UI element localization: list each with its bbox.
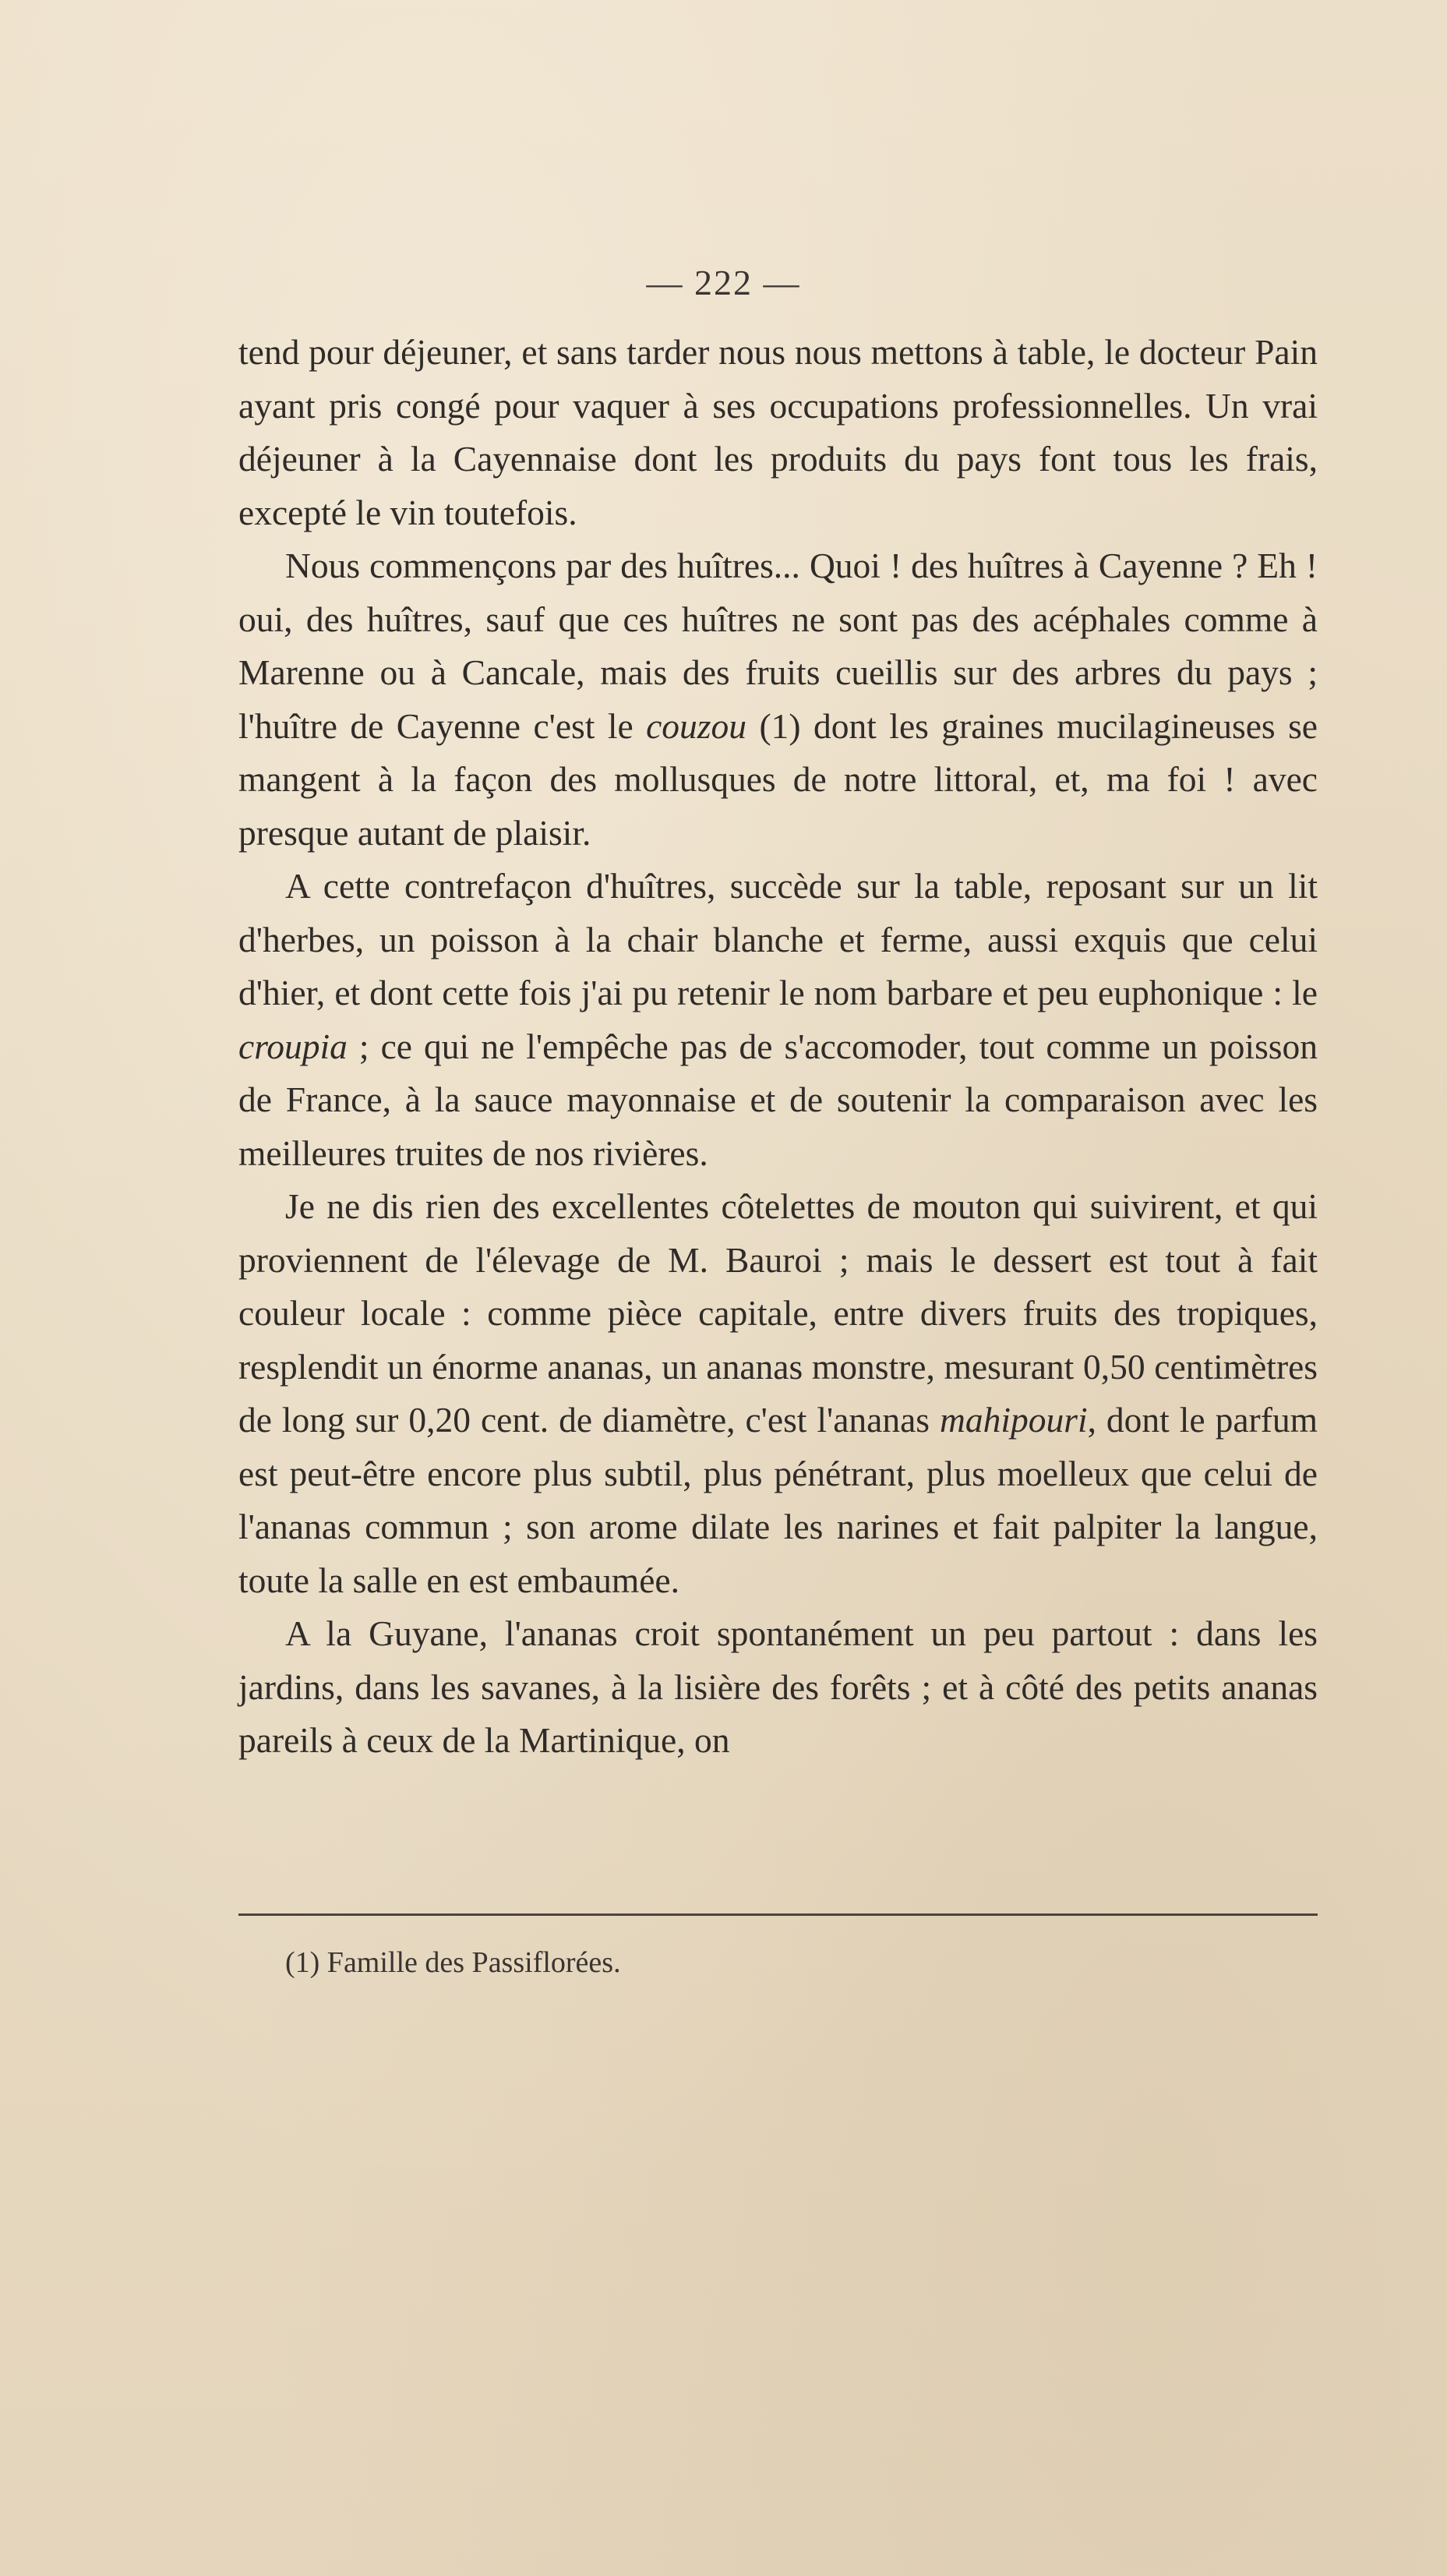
paragraph-2-text-before: Nous commençons par des huîtres... Quoi ! des huîtres à Cayenne ? Eh ! oui, des huîtres, sauf que ces huîtres ne sont pas des acéphales comme à Marenne ou à Cancale, mais des fruits cueillis sur des arbres du pays ; l'huître de Cayenne c'est le <box>238 546 1318 746</box>
paragraph-4-text-after: , dont le parfum est peut-être encore plus subtil, plus pénétrant, plus moelleux que celui de l'ananas commun ; son arome dilate les narines et fait palpiter la langue, toute la salle en est embaumée. <box>238 1400 1318 1600</box>
paragraph-1: tend pour déjeuner, et sans tarder nous nous mettons à table, le docteur Pain ayant pris congé pour vaquer à ses occupations professionnelles. Un vrai déjeuner à la Cayennaise dont les produits du pays font tous les frais, excepté le vin toutefois. <box>238 332 1318 532</box>
page-number: — 222 — <box>646 263 801 302</box>
paragraph-3-text-after: ; ce qui ne l'empêche pas de s'accomoder, tout comme un poisson de France, à la sauce mayonnaise et de soutenir la comparaison avec les meilleures truites de nos rivières. <box>238 1026 1318 1173</box>
term-couzou: couzou <box>646 705 747 746</box>
body-text <box>238 326 1318 1768</box>
term-croupia: croupia <box>238 1026 348 1066</box>
paragraph-2-text-after: (1) dont les graines mucilagineuses se mangent à la façon des mollusques de notre littoral, et, ma foi ! avec presque autant de plaisir. <box>238 705 1318 853</box>
footnote-divider <box>238 1913 1318 1916</box>
paragraph-4-text-before: Je ne dis rien des excellentes côtelettes de mouton qui suivirent, et qui proviennent de l'élevage de M. Bauroi ; mais le dessert est tout à fait couleur locale : comme pièce capitale, entre divers fruits des tropiques, resplendit un énorme ananas, un ananas monstre, mesurant 0,50 centimètres de long sur 0,20 cent. de diamètre, c'est l'ananas <box>238 1186 1318 1440</box>
term-mahipouri: mahipouri <box>939 1400 1088 1440</box>
paragraph-5: A la Guyane, l'ananas croit spontanément un peu partout : dans les jardins, dans les savanes, à la lisière des forêts ; et à côté des petits ananas pareils à ceux de la Martinique, on <box>238 1613 1318 1760</box>
paragraph-2 <box>238 539 1318 860</box>
footnote: (1) Famille des Passiflorées. <box>285 1946 621 1979</box>
paragraph-3-text-before: A cette contrefaçon d'huîtres, succède sur la table, reposant sur un lit d'herbes, un poisson à la chair blanche et ferme, aussi exquis que celui d'hier, et dont cette fois j'ai pu retenir le nom barbare et peu euphonique : le <box>238 866 1318 1012</box>
paragraph-3 <box>238 860 1318 1180</box>
paragraph-4 <box>238 1180 1318 1607</box>
